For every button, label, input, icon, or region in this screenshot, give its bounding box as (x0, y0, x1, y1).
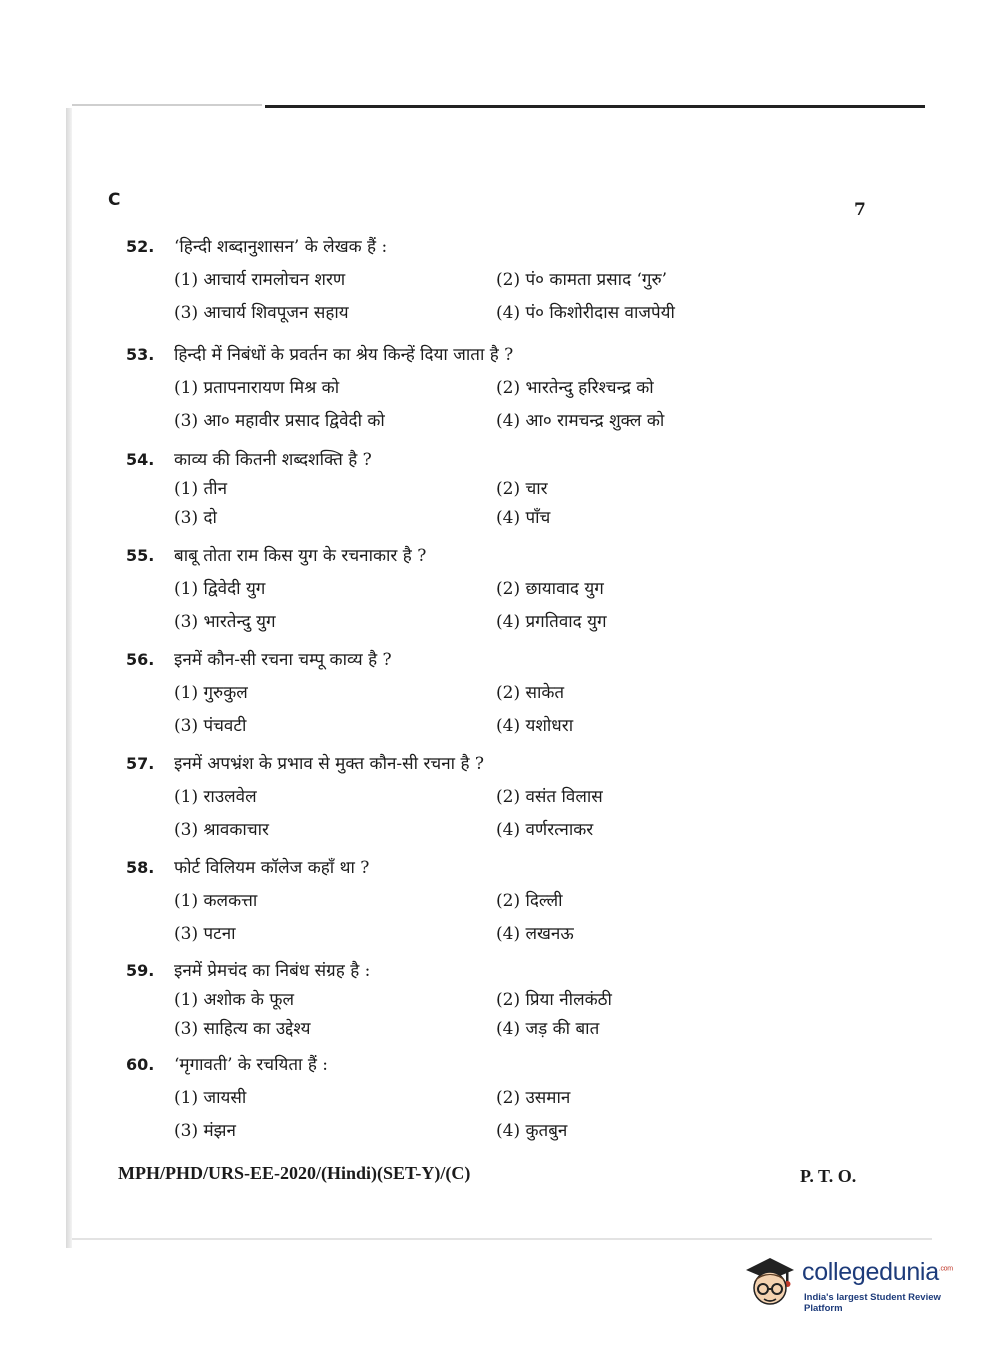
question-text: बाबू तोता राम किस युग के रचनाकार है ? (174, 546, 427, 566)
question-number: 55. (126, 546, 155, 565)
option-3: (3) मंझन (174, 1121, 236, 1141)
question-53 (126, 342, 926, 431)
scan-edge (66, 108, 72, 1248)
question-number: 58. (126, 858, 155, 877)
option-1: (1) आचार्य रामलोचन शरण (174, 270, 346, 290)
option-2: (2) छायावाद युग (496, 579, 604, 599)
brand-watermark (742, 1252, 972, 1312)
option-1: (1) अशोक के फूल (174, 990, 294, 1010)
option-1: (1) कलकत्ता (174, 891, 258, 911)
option-3: (3) पंचवटी (174, 716, 247, 736)
question-56 (126, 647, 926, 736)
brand-name: collegedunia$^{.com}$ (802, 1258, 953, 1286)
option-3: (3) आचार्य शिवपूजन सहाय (174, 303, 349, 323)
option-4: (4) जड़ की बात (496, 1019, 600, 1039)
question-59 (126, 958, 926, 1039)
option-4: (4) पाँच (496, 508, 551, 528)
question-number: 60. (126, 1055, 155, 1074)
question-number: 52. (126, 237, 155, 256)
question-number: 56. (126, 650, 155, 669)
exam-code: MPH/PHD/URS-EE-2020/(Hindi)(SET-Y)/(C) (118, 1163, 471, 1183)
option-1: (1) राउलवेल (174, 787, 257, 807)
option-2: (2) दिल्ली (496, 891, 563, 911)
option-4: (4) कुतबुन (496, 1121, 568, 1141)
option-4: (4) वर्णरत्नाकर (496, 820, 594, 840)
question-58 (126, 855, 926, 944)
option-4: (4) लखनऊ (496, 924, 574, 944)
pto-label: P. T. O. (800, 1166, 857, 1186)
option-4: (4) पं० किशोरीदास वाजपेयी (496, 303, 675, 323)
set-code: C (108, 190, 121, 210)
option-3: (3) साहित्य का उद्देश्य (174, 1019, 311, 1039)
question-text: ‘हिन्दी शब्दानुशासन’ के लेखक हैं : (174, 237, 388, 257)
question-number: 59. (126, 961, 155, 980)
option-2: (2) प्रिया नीलकंठी (496, 990, 612, 1010)
option-4: (4) आ० रामचन्द्र शुक्ल को (496, 411, 665, 431)
question-text: काव्य की कितनी शब्दशक्ति है ? (174, 450, 372, 470)
option-1: (1) गुरुकुल (174, 683, 248, 703)
option-2: (2) साकेत (496, 683, 565, 703)
question-text: ‘मृगावती’ के रचयिता हैं : (174, 1055, 329, 1075)
top-rule (265, 105, 925, 108)
brand-suffix: .com (938, 1265, 953, 1273)
option-1: (1) तीन (174, 479, 228, 499)
question-54 (126, 447, 926, 528)
option-2: (2) वसंत विलास (496, 787, 603, 807)
option-3: (3) श्रावकाचार (174, 820, 269, 840)
option-2: (2) पं० कामता प्रसाद ‘गुरु’ (496, 270, 668, 290)
option-3: (3) भारतेन्दु युग (174, 612, 276, 632)
question-55 (126, 543, 926, 632)
bottom-rule-faint (72, 1238, 932, 1240)
question-text: इनमें प्रेमचंद का निबंध संग्रह है : (174, 961, 371, 981)
question-57 (126, 751, 926, 840)
mascot-icon (742, 1254, 798, 1310)
question-52 (126, 234, 926, 323)
question-60 (126, 1052, 926, 1141)
question-text: हिन्दी में निबंधों के प्रवर्तन का श्रेय किन्हें दिया जाता है ? (174, 345, 514, 365)
option-3: (3) पटना (174, 924, 236, 944)
option-4: (4) प्रगतिवाद युग (496, 612, 607, 632)
brand-tagline: India's largest Student Review Platform (804, 1292, 941, 1314)
page-number: 7 (854, 200, 866, 220)
question-number: 53. (126, 345, 155, 364)
question-number: 57. (126, 754, 155, 773)
question-text: इनमें कौन-सी रचना चम्पू काव्य है ? (174, 650, 392, 670)
option-2: (2) उसमान (496, 1088, 571, 1108)
option-2: (2) भारतेन्दु हरिश्चन्द्र को (496, 378, 654, 398)
option-2: (2) चार (496, 479, 548, 499)
question-number: 54. (126, 450, 155, 469)
option-4: (4) यशोधरा (496, 716, 574, 736)
option-3: (3) दो (174, 508, 217, 528)
option-3: (3) आ० महावीर प्रसाद द्विवेदी को (174, 411, 385, 431)
question-text: इनमें अपभ्रंश के प्रभाव से मुक्त कौन-सी रचना है ? (174, 754, 484, 774)
question-text: फोर्ट विलियम कॉलेज कहाँ था ? (174, 858, 370, 878)
option-1: (1) प्रतापनारायण मिश्र को (174, 378, 340, 398)
option-1: (1) द्विवेदी युग (174, 579, 266, 599)
top-rule-faint (72, 104, 262, 106)
option-1: (1) जायसी (174, 1088, 247, 1108)
